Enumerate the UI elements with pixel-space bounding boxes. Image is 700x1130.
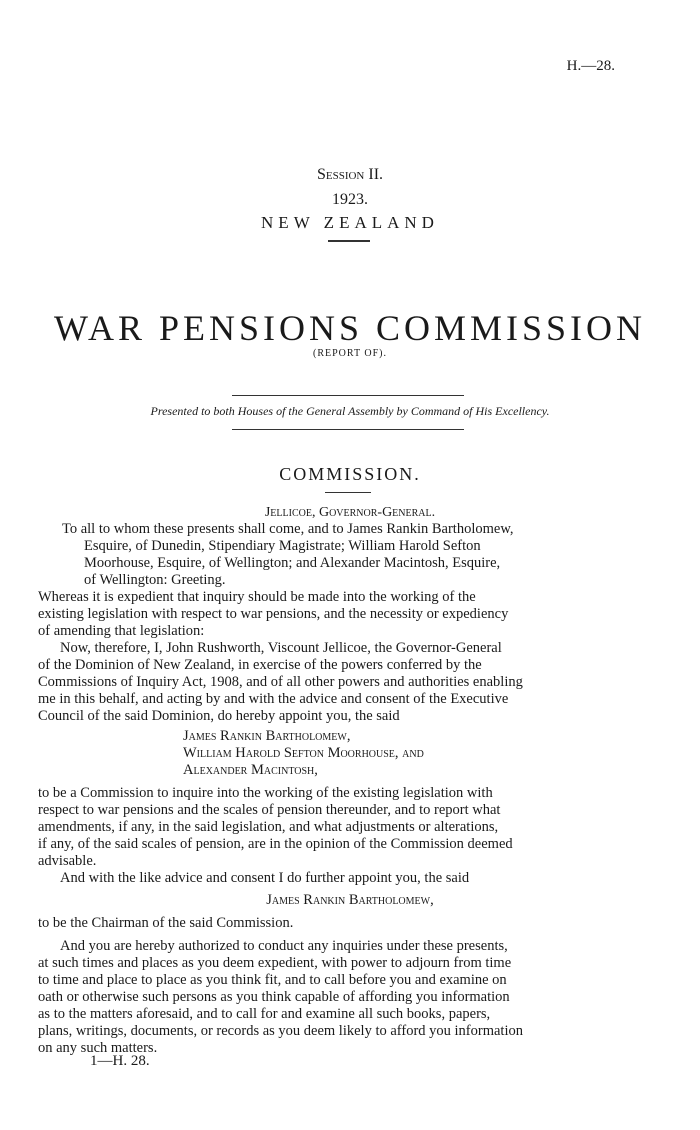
tobe-line: if any, of the said scales of pension, are in the opinion of the Commission deemed <box>38 836 513 852</box>
address-line: Moorhouse, Esquire, of Wellington; and Alexander Macintosh, Esquire, <box>84 555 501 571</box>
authorized-paragraph <box>38 938 620 1057</box>
chairman-text: to be the Chairman of the said Commission. <box>38 915 294 931</box>
chairman-paragraph <box>38 915 620 932</box>
tobe-line: advisable. <box>38 853 97 869</box>
address-paragraph <box>62 521 620 589</box>
address-line: To all to whom these presents shall come, and to James Rankin Bartholomew, <box>62 521 514 537</box>
andwith-line <box>60 870 620 887</box>
page-reference: H.—28. <box>566 58 615 74</box>
authorized-line: on any such matters. <box>38 1040 158 1056</box>
governor-line: Jellicoe, Governor-General. <box>264 505 436 520</box>
whereas-line: of amending that legislation: <box>38 623 205 639</box>
now-line: Council of the said Dominion, do hereby appoint you, the said <box>38 708 400 724</box>
presented-rule-top <box>232 395 464 396</box>
tobe-line: respect to war pensions and the scales of pension thereunder, and to report what <box>38 802 501 818</box>
document-subtitle: (REPORT OF). <box>312 348 387 359</box>
commission-heading: COMMISSION. <box>279 464 421 484</box>
now-line: me in this behalf, and acting by and with the advice and consent of the Executive <box>38 691 509 707</box>
authorized-line: at such times and places as you deem expedient, with power to adjourn from time <box>38 955 512 971</box>
authorized-line: plans, writings, documents, or records as you deem likely to afford you information <box>38 1023 523 1039</box>
country-label: NEW ZEALAND <box>261 213 439 232</box>
appointee-name: William Harold Sefton Moorhouse, and <box>183 745 424 761</box>
authorized-line: oath or otherwise such persons as you think capable of affording you information <box>38 989 510 1005</box>
appointee-name: Alexander Macintosh, <box>183 762 318 778</box>
appointee-name: James Rankin Bartholomew, <box>183 728 351 744</box>
appointee-list <box>183 728 424 779</box>
commission-heading-rule <box>325 492 371 493</box>
address-line: of Wellington: Greeting. <box>84 572 226 588</box>
now-line: Commissions of Inquiry Act, 1908, and of all other powers and authorities enabling <box>38 674 523 690</box>
now-paragraph <box>38 640 620 725</box>
tobe-line: to be a Commission to inquire into the working of the existing legislation with <box>38 785 493 801</box>
andwith-text: And with the like advice and consent I do further appoint you, the said <box>60 870 470 886</box>
address-line: Esquire, of Dunedin, Stipendiary Magistrate; William Harold Sefton <box>84 538 481 554</box>
tobe-paragraph <box>38 785 620 870</box>
chairman-name: James Rankin Bartholomew, <box>266 892 434 908</box>
authorized-line: And you are hereby authorized to conduct any inquiries under these presents, <box>60 938 508 954</box>
whereas-line: existing legislation with respect to war pensions, and the necessity or expediency <box>38 606 509 622</box>
presented-rule-bottom <box>232 429 464 430</box>
presented-line: Presented to both Houses of the General Assembly by Command of His Excellency. <box>150 404 550 418</box>
whereas-paragraph <box>38 589 620 640</box>
now-line: Now, therefore, I, John Rushworth, Viscount Jellicoe, the Governor-General <box>60 640 502 656</box>
now-line: of the Dominion of New Zealand, in exercise of the powers conferred by the <box>38 657 482 673</box>
country-underline <box>328 240 370 242</box>
authorized-line: as to the matters aforesaid, and to call for and examine all such books, papers, <box>38 1006 491 1022</box>
tobe-line: amendments, if any, in the said legislation, and what adjustments or alterations, <box>38 819 499 835</box>
document-title: WAR PENSIONS COMMISSION <box>53 308 647 348</box>
session-label: Session II. <box>316 166 384 183</box>
whereas-line: Whereas it is expedient that inquiry should be made into the working of the <box>38 589 476 605</box>
year-label: 1923. <box>332 191 368 208</box>
signature-mark: 1—H. 28. <box>90 1053 150 1069</box>
authorized-line: to time and place to place as you think fit, and to call before you and examine on <box>38 972 507 988</box>
